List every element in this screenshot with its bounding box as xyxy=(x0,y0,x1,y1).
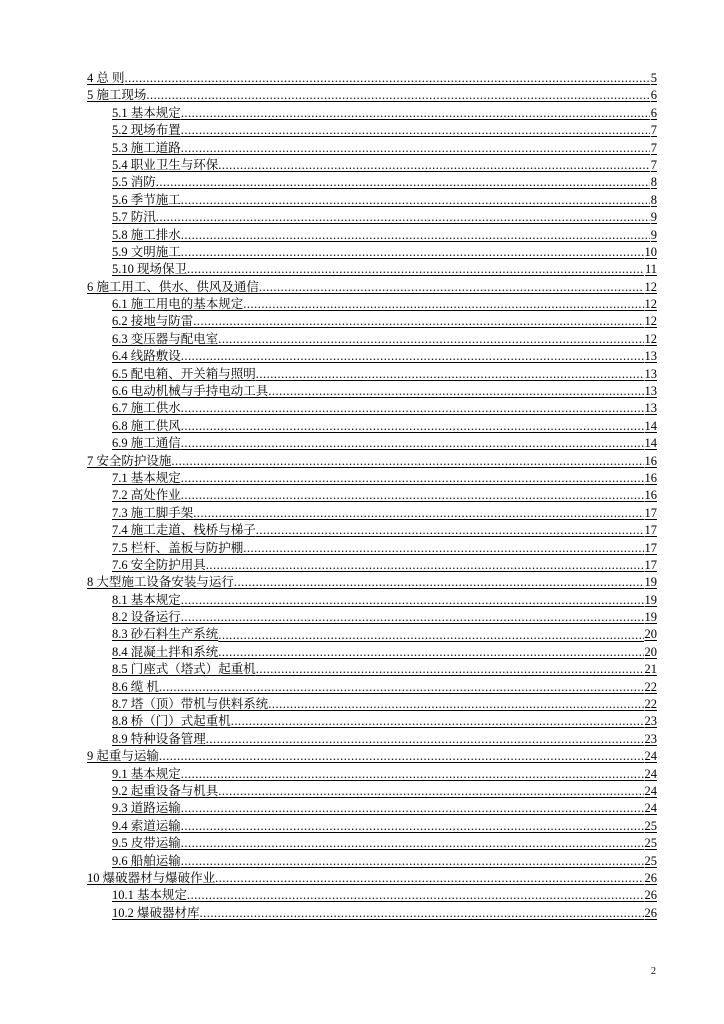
toc-entry-title: 8.4 混凝土拌和系统 xyxy=(112,644,219,659)
toc-subsection-link[interactable] xyxy=(87,192,657,209)
toc-entry-title: 8.1 基本规定 xyxy=(112,592,181,607)
toc-entry-title: 10.1 基本规定 xyxy=(112,888,188,903)
toc-dot-leader xyxy=(181,818,644,835)
toc-dot-leader xyxy=(181,470,644,487)
toc-entry-page: 17 xyxy=(644,505,657,520)
toc-subsection-link[interactable] xyxy=(87,261,657,278)
toc-entry-page: 8 xyxy=(650,192,657,207)
toc-section-link[interactable] xyxy=(87,453,657,470)
toc-entry-page: 8 xyxy=(650,175,657,190)
toc-dot-leader xyxy=(181,140,650,157)
toc-entry-title: 6.1 施工用电的基本规定 xyxy=(112,297,244,312)
toc-entry-page: 13 xyxy=(644,401,657,416)
toc-dot-leader xyxy=(159,748,644,765)
toc-dot-leader xyxy=(243,540,643,557)
toc-dot-leader xyxy=(171,453,643,470)
toc-dot-leader xyxy=(181,348,644,365)
toc-subsection-link[interactable] xyxy=(87,818,657,835)
toc-dot-leader xyxy=(181,592,644,609)
toc-entry-title: 7.6 安全防护用具 xyxy=(112,557,206,572)
toc-entry-page: 16 xyxy=(644,470,657,485)
toc-dot-leader xyxy=(181,487,644,504)
toc-subsection-link[interactable] xyxy=(87,696,657,713)
toc-dot-leader xyxy=(268,383,643,400)
toc-dot-leader xyxy=(256,661,644,678)
toc-subsection-link[interactable] xyxy=(87,853,657,870)
toc-dot-leader xyxy=(156,209,650,226)
toc-dot-leader xyxy=(156,174,650,191)
toc-dot-leader xyxy=(206,557,644,574)
toc-dot-leader xyxy=(181,105,650,122)
toc-entry-page: 22 xyxy=(644,679,657,694)
toc-entry-title: 5.4 职业卫生与环保 xyxy=(112,157,219,172)
toc-entry-title: 9.1 基本规定 xyxy=(112,766,181,781)
toc-entry-page: 14 xyxy=(644,436,657,451)
toc-entry-title: 5.6 季节施工 xyxy=(112,192,181,207)
page-number: 2 xyxy=(651,966,656,977)
toc-entry-page: 13 xyxy=(644,384,657,399)
toc-dot-leader xyxy=(187,261,644,278)
toc-subsection-link[interactable] xyxy=(87,366,657,383)
toc-entry-page: 13 xyxy=(644,349,657,364)
toc-entry-page: 17 xyxy=(644,523,657,538)
toc-subsection-link[interactable] xyxy=(87,157,657,174)
toc-entry-title: 5.1 基本规定 xyxy=(112,105,181,120)
toc-entry-title: 6.9 施工通信 xyxy=(112,436,181,451)
toc-entry-title: 5.10 现场保卫 xyxy=(112,262,188,277)
toc-dot-leader xyxy=(181,609,644,626)
toc-dot-leader xyxy=(181,192,650,209)
toc-dot-leader xyxy=(268,696,643,713)
toc-subsection-link[interactable] xyxy=(87,644,657,661)
toc-subsection-link[interactable] xyxy=(87,592,657,609)
toc-entry-page: 12 xyxy=(644,331,657,346)
toc-entry-title: 9.3 道路运输 xyxy=(112,801,181,816)
toc-entry-title: 10 爆破器材与爆破作业 xyxy=(87,870,216,885)
toc-dot-leader xyxy=(231,713,644,730)
toc-entry-title: 8.6 缆 机 xyxy=(112,679,159,694)
toc-entry-title: 9.4 索道运输 xyxy=(112,818,181,833)
toc-dot-leader xyxy=(187,887,643,904)
toc-subsection-link[interactable] xyxy=(87,487,657,504)
toc-entry-page: 12 xyxy=(644,314,657,329)
toc-dot-leader xyxy=(243,296,643,313)
toc-entry-page: 25 xyxy=(644,836,657,851)
toc-subsection-link[interactable] xyxy=(87,835,657,852)
toc-dot-leader xyxy=(206,731,644,748)
toc-dot-leader xyxy=(159,679,644,696)
toc-subsection-link[interactable] xyxy=(87,661,657,678)
toc-dot-leader xyxy=(218,331,643,348)
toc-entry-page: 19 xyxy=(644,610,657,625)
toc-entry-page: 24 xyxy=(644,801,657,816)
toc-subsection-link[interactable] xyxy=(87,313,657,330)
toc-entry-page: 25 xyxy=(644,818,657,833)
toc-entry-page: 12 xyxy=(644,279,657,294)
toc-subsection-link[interactable] xyxy=(87,557,657,574)
toc-entry-page: 14 xyxy=(644,418,657,433)
toc-dot-leader xyxy=(218,157,649,174)
toc-entry-page: 6 xyxy=(650,88,657,103)
toc-dot-leader xyxy=(218,783,643,800)
toc-dot-leader xyxy=(218,627,643,644)
toc-entry-page: 24 xyxy=(644,749,657,764)
toc-dot-leader xyxy=(181,227,650,244)
toc-entry-title: 9 起重与运输 xyxy=(87,749,159,764)
toc-subsection-link[interactable] xyxy=(87,348,657,365)
toc-entry-page: 19 xyxy=(644,592,657,607)
toc-subsection-link[interactable] xyxy=(87,331,657,348)
toc-dot-leader xyxy=(181,800,644,817)
toc-entry-title: 8.8 桥（门）式起重机 xyxy=(112,714,231,729)
toc-subsection-link[interactable] xyxy=(87,174,657,191)
toc-entry-page: 13 xyxy=(644,366,657,381)
toc-dot-leader xyxy=(193,505,643,522)
toc-entry-page: 17 xyxy=(644,557,657,572)
table-of-contents xyxy=(87,70,657,922)
toc-entry-title: 8.3 砂石料生产系统 xyxy=(112,627,219,642)
toc-dot-leader xyxy=(256,522,644,539)
toc-section-link[interactable] xyxy=(87,279,657,296)
toc-entry-page: 20 xyxy=(644,644,657,659)
toc-subsection-link[interactable] xyxy=(87,400,657,417)
toc-entry-title: 5 施工现场 xyxy=(87,88,147,103)
toc-entry-page: 9 xyxy=(650,227,657,242)
toc-entry-page: 17 xyxy=(644,540,657,555)
toc-entry-title: 4 总 则 xyxy=(87,70,125,85)
toc-subsection-link[interactable] xyxy=(87,383,657,400)
toc-subsection-link[interactable] xyxy=(87,713,657,730)
toc-subsection-link[interactable] xyxy=(87,731,657,748)
toc-section-link[interactable] xyxy=(87,574,657,591)
toc-entry-page: 23 xyxy=(644,714,657,729)
toc-entry-page: 24 xyxy=(644,766,657,781)
toc-subsection-link[interactable] xyxy=(87,470,657,487)
toc-entry-title: 8.5 门座式（塔式）起重机 xyxy=(112,662,256,677)
toc-entry-title: 9.6 船舶运输 xyxy=(112,853,181,868)
toc-entry-title: 8.7 塔（顶）带机与供料系统 xyxy=(112,697,269,712)
toc-subsection-link[interactable] xyxy=(87,418,657,435)
toc-dot-leader xyxy=(181,244,644,261)
toc-entry-title: 6 施工用工、供水、供风及通信 xyxy=(87,279,259,294)
toc-entry-title: 8 大型施工设备安装与运行 xyxy=(87,575,234,590)
toc-subsection-link[interactable] xyxy=(87,227,657,244)
toc-entry-title: 6.6 电动机械与手持电动工具 xyxy=(112,384,269,399)
toc-entry-title: 7.5 栏杆、盖板与防护棚 xyxy=(112,540,244,555)
toc-entry-page: 26 xyxy=(644,870,657,885)
toc-entry-title: 6.8 施工供风 xyxy=(112,418,181,433)
toc-entry-title: 10.2 爆破器材库 xyxy=(112,905,200,920)
toc-entry-page: 11 xyxy=(644,262,657,277)
toc-entry-title: 9.2 起重设备与机具 xyxy=(112,784,219,798)
toc-entry-page: 7 xyxy=(650,123,657,138)
toc-entry-page: 26 xyxy=(644,905,657,920)
toc-subsection-link[interactable] xyxy=(87,905,657,922)
toc-entry-page: 7 xyxy=(650,140,657,155)
toc-entry-title: 5.8 施工排水 xyxy=(112,227,181,242)
toc-dot-leader xyxy=(193,313,643,330)
toc-entry-title: 6.3 变压器与配电室 xyxy=(112,331,219,346)
toc-subsection-link[interactable] xyxy=(87,887,657,904)
toc-entry-title: 6.5 配电箱、开关箱与照明 xyxy=(112,366,256,381)
toc-dot-leader xyxy=(181,835,644,852)
toc-entry-page: 16 xyxy=(644,488,657,503)
toc-entry-title: 7 安全防护设施 xyxy=(87,453,172,468)
toc-dot-leader xyxy=(181,400,644,417)
toc-subsection-link[interactable] xyxy=(87,209,657,226)
toc-subsection-link[interactable] xyxy=(87,435,657,452)
toc-entry-title: 8.2 设备运行 xyxy=(112,610,181,625)
toc-entry-page: 20 xyxy=(644,627,657,642)
toc-entry-title: 5.7 防汛 xyxy=(112,210,156,225)
toc-entry-page: 24 xyxy=(644,784,657,798)
toc-entry-page: 26 xyxy=(644,888,657,903)
toc-entry-page: 23 xyxy=(644,731,657,746)
toc-entry-page: 25 xyxy=(644,853,657,868)
toc-entry-title: 5.2 现场布置 xyxy=(112,123,181,138)
toc-entry-title: 7.3 施工脚手架 xyxy=(112,505,194,520)
toc-subsection-link[interactable] xyxy=(87,244,657,261)
toc-dot-leader xyxy=(259,279,644,296)
toc-subsection-link[interactable] xyxy=(87,679,657,696)
toc-subsection-link[interactable] xyxy=(87,122,657,139)
toc-entry-title: 7.4 施工走道、栈桥与梯子 xyxy=(112,523,256,538)
toc-section-link[interactable] xyxy=(87,870,657,887)
toc-subsection-link[interactable] xyxy=(87,105,657,122)
toc-dot-leader xyxy=(181,435,644,452)
toc-entry-page: 21 xyxy=(644,662,657,677)
toc-entry-page: 10 xyxy=(644,244,657,259)
toc-dot-leader xyxy=(181,418,644,435)
toc-entry-title: 9.5 皮带运输 xyxy=(112,836,181,851)
toc-entry-page: 5 xyxy=(650,70,657,85)
toc-entry-title: 7.1 基本规定 xyxy=(112,470,181,485)
toc-entry-page: 6 xyxy=(650,105,657,120)
toc-subsection-link[interactable] xyxy=(87,800,657,817)
toc-entry-page: 16 xyxy=(644,453,657,468)
toc-subsection-link[interactable] xyxy=(87,540,657,557)
toc-dot-leader xyxy=(181,766,644,783)
toc-entry-title: 6.4 线路敷设 xyxy=(112,349,181,364)
toc-section-link[interactable] xyxy=(87,748,657,765)
toc-subsection-link[interactable] xyxy=(87,505,657,522)
toc-subsection-link[interactable] xyxy=(87,522,657,539)
toc-entry-title: 7.2 高处作业 xyxy=(112,488,181,503)
toc-entry-page: 19 xyxy=(644,575,657,590)
toc-dot-leader xyxy=(256,366,644,383)
toc-subsection-link[interactable] xyxy=(87,783,657,800)
toc-entry-page: 22 xyxy=(644,697,657,712)
toc-dot-leader xyxy=(146,87,649,104)
toc-subsection-link[interactable] xyxy=(87,766,657,783)
toc-entry-title: 6.2 接地与防雷 xyxy=(112,314,194,329)
toc-entry-page: 12 xyxy=(644,297,657,312)
toc-dot-leader xyxy=(234,574,644,591)
toc-subsection-link[interactable] xyxy=(87,296,657,313)
toc-dot-leader xyxy=(218,644,643,661)
toc-entry-page: 9 xyxy=(650,210,657,225)
toc-dot-leader xyxy=(200,905,644,922)
toc-entry-title: 6.7 施工供水 xyxy=(112,401,181,416)
toc-dot-leader xyxy=(181,853,644,870)
toc-entry-title: 8.9 特种设备管理 xyxy=(112,731,206,746)
toc-subsection-link[interactable] xyxy=(87,627,657,644)
toc-subsection-link[interactable] xyxy=(87,609,657,626)
toc-subsection-link[interactable] xyxy=(87,140,657,157)
toc-dot-leader xyxy=(125,70,650,87)
toc-dot-leader xyxy=(181,122,650,139)
toc-entry-title: 5.3 施工道路 xyxy=(112,140,181,155)
toc-entry-title: 5.9 文明施工 xyxy=(112,244,181,259)
toc-section-link[interactable] xyxy=(87,70,657,87)
toc-dot-leader xyxy=(215,870,643,887)
toc-entry-page: 7 xyxy=(650,157,657,172)
toc-entry-title: 5.5 消防 xyxy=(112,175,156,190)
toc-section-link[interactable] xyxy=(87,87,657,104)
